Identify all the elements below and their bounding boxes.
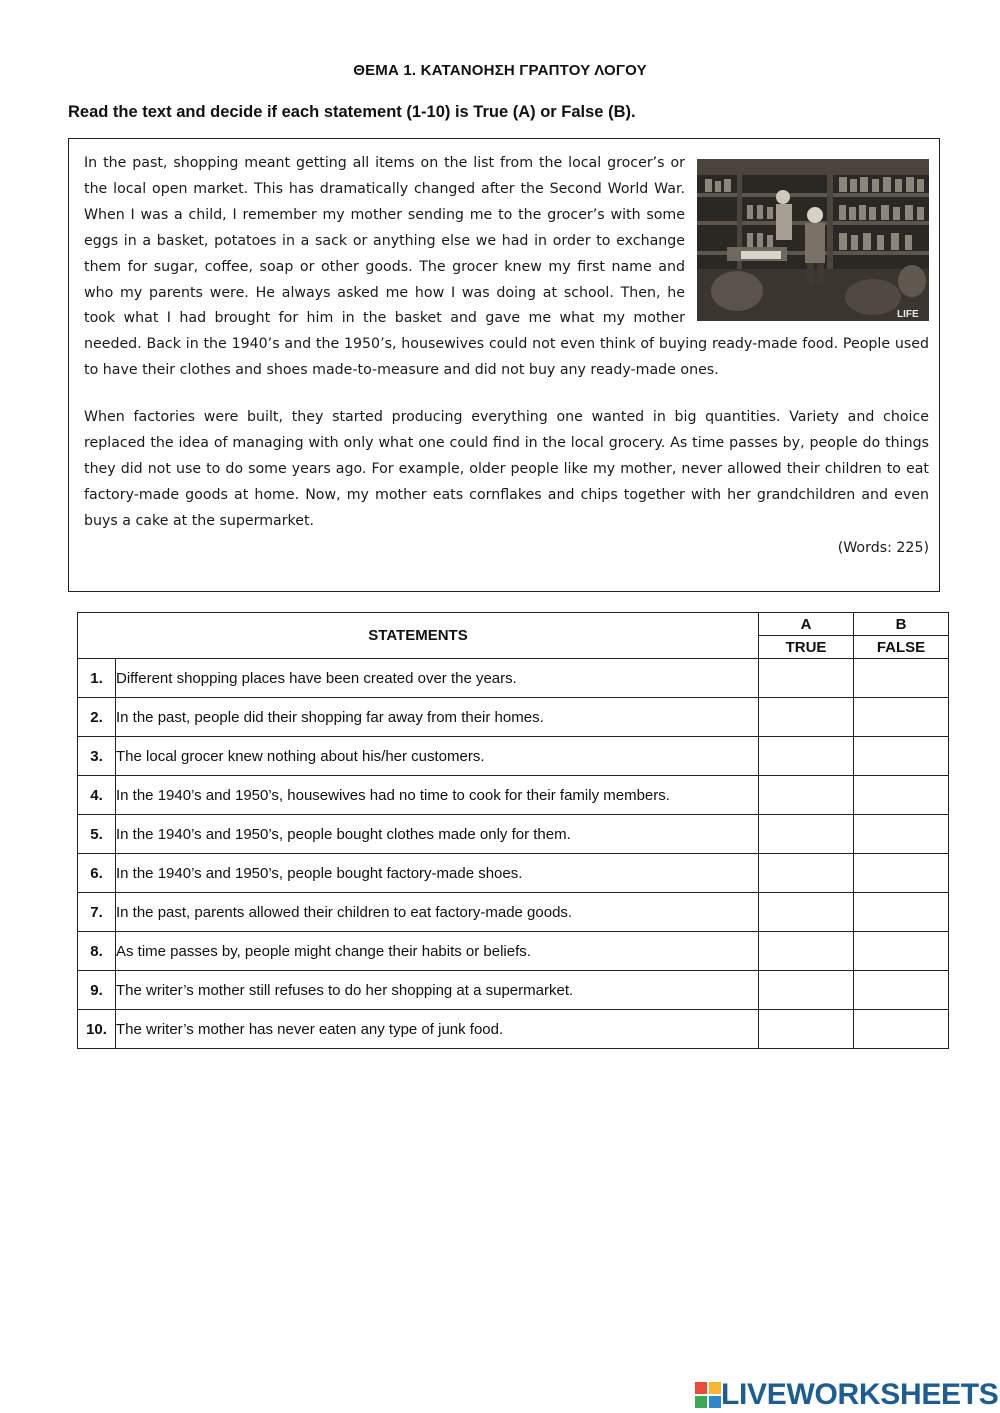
statement-number: 7. [78,893,116,932]
statement-text: As time passes by, people might change their habits or beliefs. [116,932,759,971]
table-row [78,659,949,698]
statement-number: 1. [78,659,116,698]
statement-text: In the 1940’s and 1950’s, people bought clothes made only for them. [116,815,759,854]
answer-false-cell[interactable] [854,893,949,932]
statement-number: 10. [78,1010,116,1049]
instruction-text: Read the text and decide if each statement (1-10) is True (A) or False (B). [68,103,636,121]
answer-false-cell[interactable] [854,854,949,893]
answer-true-cell[interactable] [759,971,854,1010]
statement-number: 4. [78,776,116,815]
table-row [78,854,949,893]
table-row [78,932,949,971]
table-row [78,776,949,815]
liveworksheets-icon [695,1382,721,1408]
answer-false-cell[interactable] [854,698,949,737]
column-false-header: FALSE [854,636,949,659]
table-row [78,815,949,854]
statements-header: STATEMENTS [78,613,759,659]
liveworksheets-logo [695,1380,999,1410]
table-row [78,893,949,932]
word-count: (Words: 225) [837,539,929,556]
statement-number: 8. [78,932,116,971]
passage-paragraph-1: In the past, shopping meant getting all items on the list from the local grocer’s or the local open market. This has dramatically changed after the Second World War. When I was a child, I remember my mother sending me to the grocer’s with some eggs in a basket, potatoes in a sack or anything else we had in order to exchange them for sugar, coffee, soap or other goods. The grocer knew my first name and who my parents were. He always asked me how I was doing at school. Then, he took what I had brought for him in the basket and gave me what my mother needed. Back in the 1940’s and the 1950’s, housewives could not even think of buying ready-made food. People used to have their clothes and shoes made-to-measure and did not buy any ready-made ones. [84,155,929,379]
answer-false-cell[interactable] [854,815,949,854]
answer-false-cell[interactable] [854,932,949,971]
section-title: ΘΕΜΑ 1. ΚΑΤΑΝΟΗΣΗ ΓΡΑΠΤΟΥ ΛΟΓΟΥ [353,62,647,79]
answer-true-cell[interactable] [759,932,854,971]
statement-number: 6. [78,854,116,893]
statement-text: In the 1940’s and 1950’s, people bought factory-made shoes. [116,854,759,893]
column-b-letter: B [854,613,949,636]
statement-number: 3. [78,737,116,776]
table-row [78,698,949,737]
grocery-store-illustration [697,159,929,321]
answer-true-cell[interactable] [759,776,854,815]
table-row [78,1010,949,1049]
table-row [78,971,949,1010]
statement-text: In the past, people did their shopping far away from their homes. [116,698,759,737]
answer-false-cell[interactable] [854,776,949,815]
answer-false-cell[interactable] [854,971,949,1010]
answer-true-cell[interactable] [759,893,854,932]
answer-true-cell[interactable] [759,815,854,854]
statement-text: In the 1940’s and 1950’s, housewives had no time to cook for their family members. [116,776,759,815]
answer-true-cell[interactable] [759,698,854,737]
answer-true-cell[interactable] [759,659,854,698]
statements-table [77,612,949,1049]
statement-text: In the past, parents allowed their children to eat factory-made goods. [116,893,759,932]
photo-watermark: LIFE [897,309,919,320]
statement-text: The writer’s mother still refuses to do her shopping at a supermarket. [116,971,759,1010]
statement-text: The writer’s mother has never eaten any type of junk food. [116,1010,759,1049]
passage-paragraph-2: When factories were built, they started producing everything one wanted in big quantities. Variety and choice replaced the idea of managing with only what one could find in the local grocery. As time passes by, people do things they did not use to do some years ago. For example, older people like my mother, never allowed their children to eat factory-made goods at home. Now, my mother eats cornflakes and chips together with her grandchildren and even buys a cake at the supermarket. [84,409,929,529]
reading-text-box [68,138,940,592]
answer-false-cell[interactable] [854,659,949,698]
statement-number: 9. [78,971,116,1010]
logo-wordmark: LIVEWORKSHEETS [721,1378,999,1411]
statement-number: 2. [78,698,116,737]
grocery-store-photo [697,159,929,321]
table-row [78,737,949,776]
column-a-letter: A [759,613,854,636]
answer-true-cell[interactable] [759,1010,854,1049]
reading-passage [84,151,929,562]
answer-false-cell[interactable] [854,1010,949,1049]
answer-true-cell[interactable] [759,854,854,893]
column-true-header: TRUE [759,636,854,659]
answer-false-cell[interactable] [854,737,949,776]
statement-text: The local grocer knew nothing about his/her customers. [116,737,759,776]
statement-number: 5. [78,815,116,854]
statement-text: Different shopping places have been created over the years. [116,659,759,698]
answer-true-cell[interactable] [759,737,854,776]
